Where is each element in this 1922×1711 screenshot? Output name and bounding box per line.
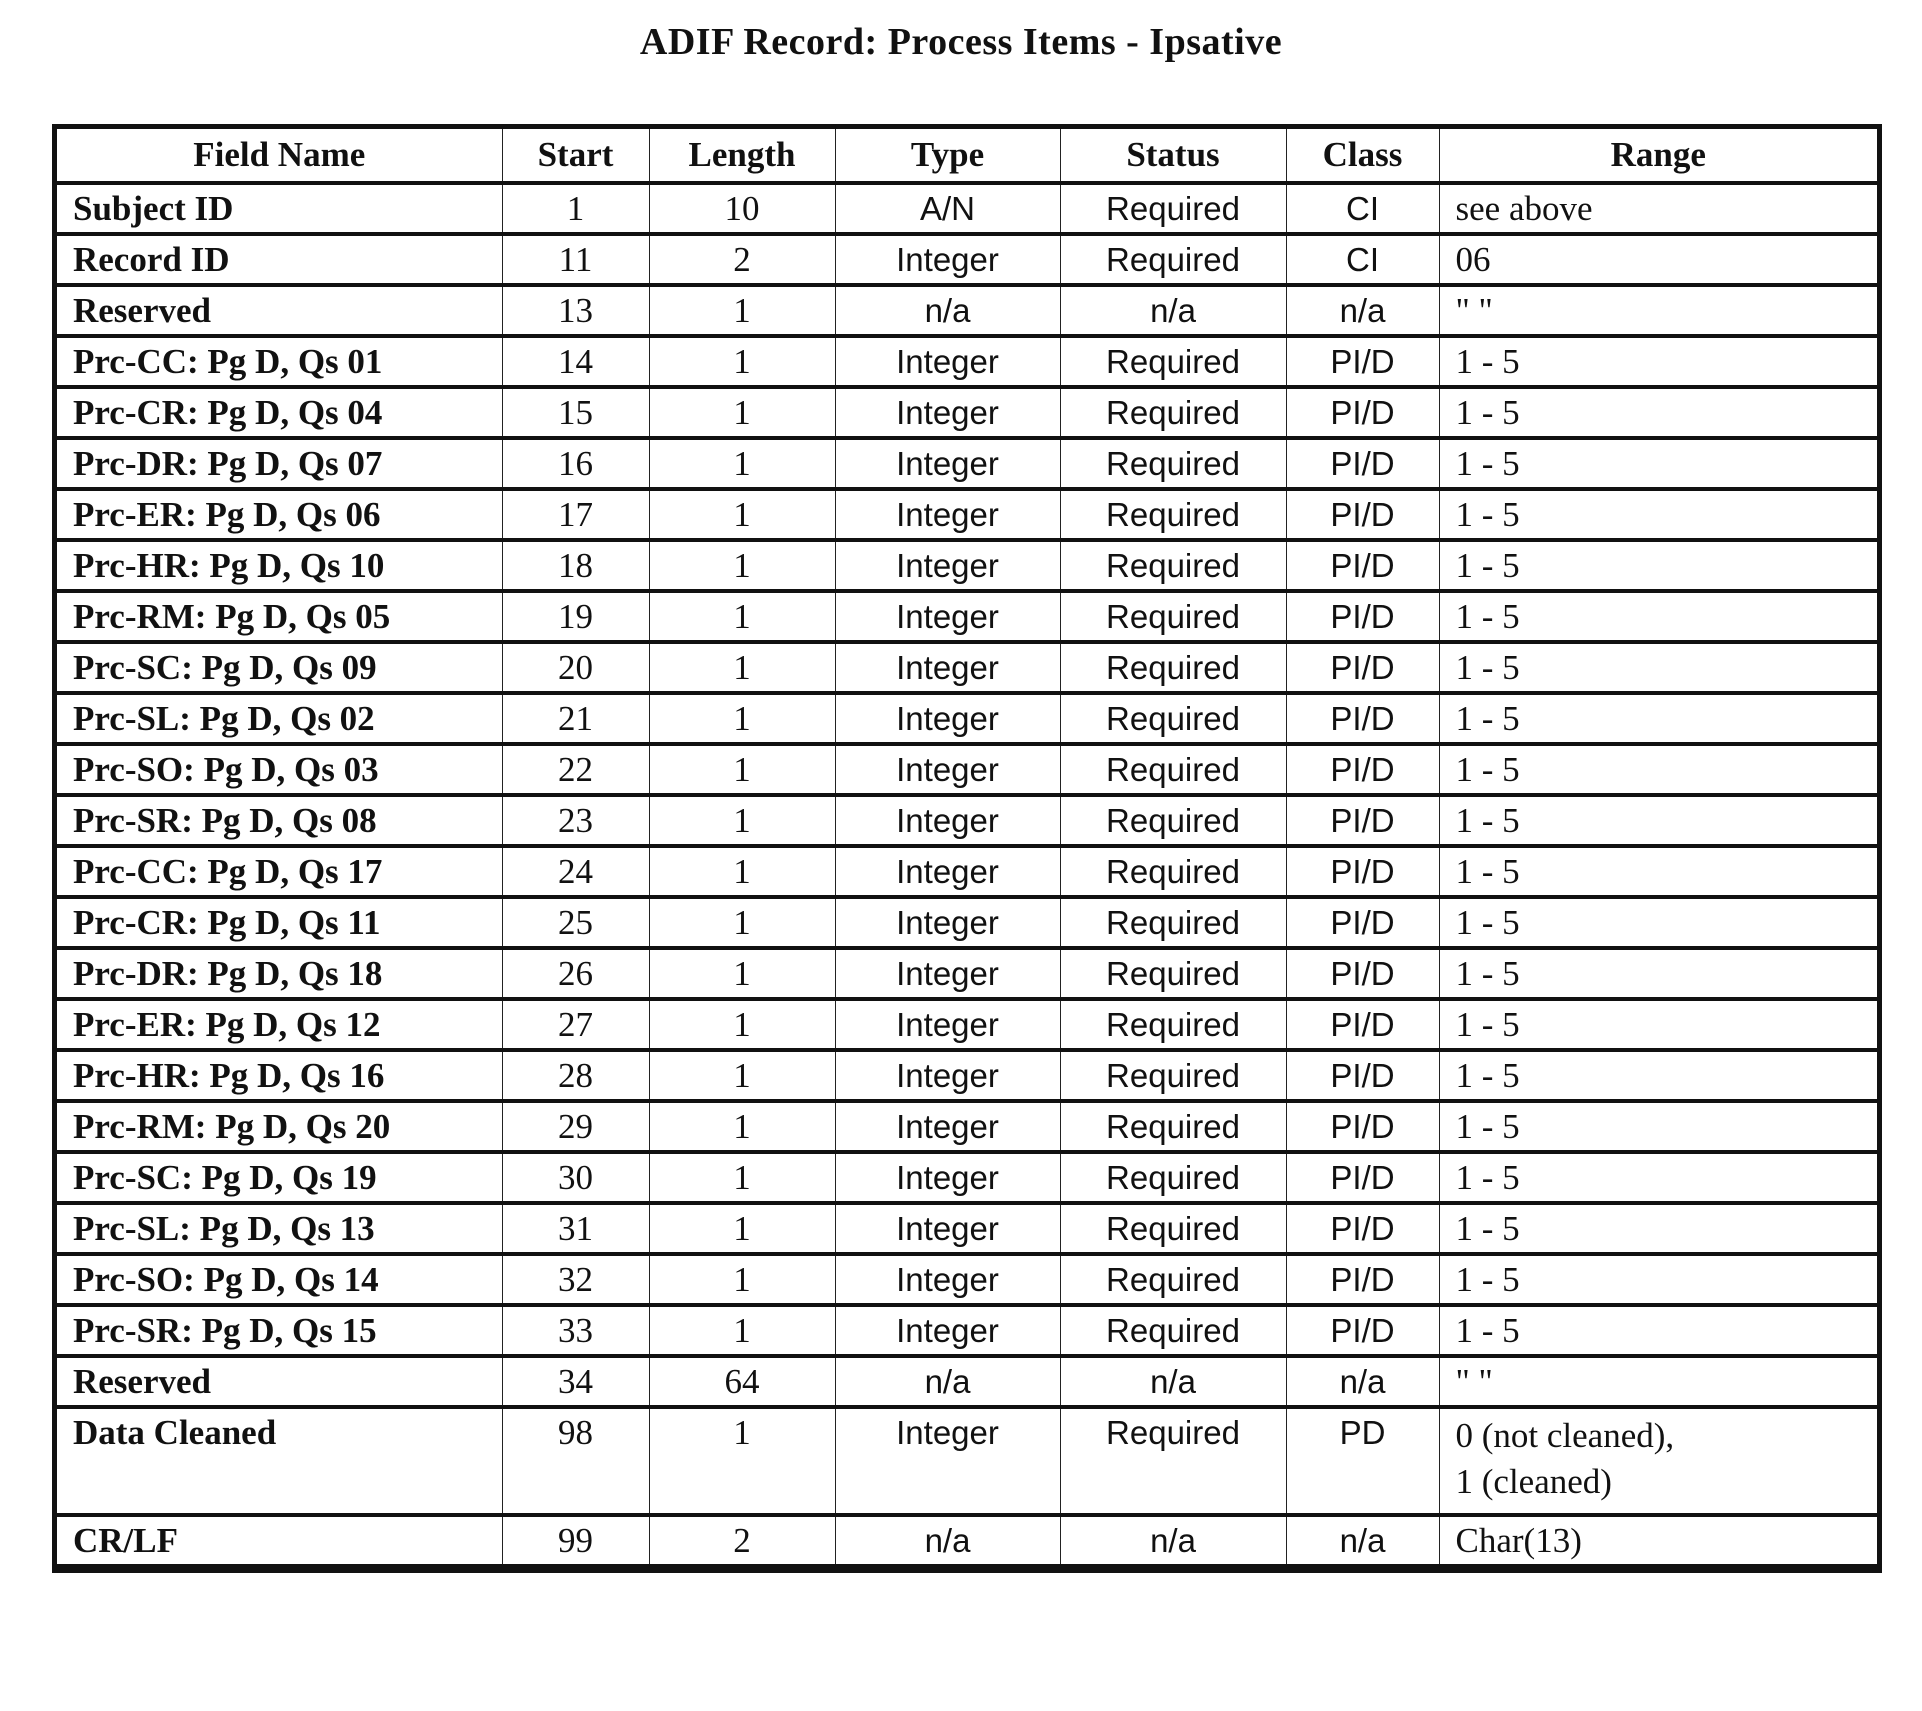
range-cell: 1 - 5 — [1439, 540, 1877, 591]
type-cell: Integer — [835, 438, 1060, 489]
field-name-cell: Data Cleaned — [57, 1407, 502, 1515]
table-row — [57, 642, 1877, 693]
field-name-cell: Prc-CR: Pg D, Qs 04 — [57, 387, 502, 438]
length-cell: 2 — [649, 234, 835, 285]
range-cell: 1 - 5 — [1439, 1101, 1877, 1152]
status-cell: n/a — [1060, 1515, 1286, 1564]
status-cell: Required — [1060, 1254, 1286, 1305]
table-row — [57, 1050, 1877, 1101]
range-cell: 1 - 5 — [1439, 1152, 1877, 1203]
field-name-cell: Prc-SC: Pg D, Qs 09 — [57, 642, 502, 693]
length-cell: 1 — [649, 642, 835, 693]
field-name-cell: CR/LF — [57, 1515, 502, 1564]
class-cell: PI/D — [1286, 948, 1439, 999]
length-cell: 1 — [649, 1203, 835, 1254]
class-cell: PI/D — [1286, 387, 1439, 438]
length-cell: 1 — [649, 489, 835, 540]
start-cell: 19 — [502, 591, 649, 642]
start-cell: 22 — [502, 744, 649, 795]
column-header-type: Type — [835, 129, 1060, 183]
field-name-cell: Prc-HR: Pg D, Qs 16 — [57, 1050, 502, 1101]
length-cell: 10 — [649, 183, 835, 234]
class-cell: PI/D — [1286, 1305, 1439, 1356]
table-row — [57, 897, 1877, 948]
field-name-cell: Prc-SR: Pg D, Qs 08 — [57, 795, 502, 846]
adif-record-table — [57, 129, 1877, 1564]
type-cell: n/a — [835, 1515, 1060, 1564]
field-name-cell: Prc-CR: Pg D, Qs 11 — [57, 897, 502, 948]
start-cell: 14 — [502, 336, 649, 387]
range-cell: 1 - 5 — [1439, 846, 1877, 897]
type-cell: Integer — [835, 1407, 1060, 1515]
table-row — [57, 1101, 1877, 1152]
table-row — [57, 183, 1877, 234]
table-row — [57, 234, 1877, 285]
field-name-cell: Prc-SR: Pg D, Qs 15 — [57, 1305, 502, 1356]
table-row — [57, 1356, 1877, 1407]
status-cell: Required — [1060, 846, 1286, 897]
length-cell: 1 — [649, 999, 835, 1050]
start-cell: 1 — [502, 183, 649, 234]
field-name-cell: Prc-CC: Pg D, Qs 17 — [57, 846, 502, 897]
table-row — [57, 387, 1877, 438]
type-cell: Integer — [835, 1050, 1060, 1101]
table-row — [57, 1407, 1877, 1515]
status-cell: Required — [1060, 1152, 1286, 1203]
range-cell: 1 - 5 — [1439, 744, 1877, 795]
length-cell: 1 — [649, 693, 835, 744]
range-cell: see above — [1439, 183, 1877, 234]
status-cell: Required — [1060, 438, 1286, 489]
range-line: 0 (not cleaned), — [1455, 1416, 1675, 1455]
table-row — [57, 948, 1877, 999]
table-row — [57, 540, 1877, 591]
start-cell: 24 — [502, 846, 649, 897]
class-cell: PI/D — [1286, 1152, 1439, 1203]
field-name-cell: Prc-HR: Pg D, Qs 10 — [57, 540, 502, 591]
range-cell: " " — [1439, 285, 1877, 336]
class-cell: PI/D — [1286, 642, 1439, 693]
start-cell: 25 — [502, 897, 649, 948]
field-name-cell: Prc-RM: Pg D, Qs 20 — [57, 1101, 502, 1152]
class-cell: PI/D — [1286, 1050, 1439, 1101]
field-name-cell: Prc-SO: Pg D, Qs 14 — [57, 1254, 502, 1305]
table-row — [57, 1152, 1877, 1203]
start-cell: 27 — [502, 999, 649, 1050]
range-cell: 1 - 5 — [1439, 1305, 1877, 1356]
length-cell: 1 — [649, 1254, 835, 1305]
field-name-cell: Prc-RM: Pg D, Qs 05 — [57, 591, 502, 642]
column-header-class: Class — [1286, 129, 1439, 183]
length-cell: 1 — [649, 387, 835, 438]
type-cell: Integer — [835, 591, 1060, 642]
column-header-field-name: Field Name — [57, 129, 502, 183]
class-cell: PI/D — [1286, 999, 1439, 1050]
column-header-status: Status — [1060, 129, 1286, 183]
type-cell: Integer — [835, 336, 1060, 387]
field-name-cell: Prc-ER: Pg D, Qs 06 — [57, 489, 502, 540]
column-header-length: Length — [649, 129, 835, 183]
range-cell: 06 — [1439, 234, 1877, 285]
type-cell: Integer — [835, 1203, 1060, 1254]
field-name-cell: Prc-DR: Pg D, Qs 18 — [57, 948, 502, 999]
field-name-cell: Prc-SC: Pg D, Qs 19 — [57, 1152, 502, 1203]
range-cell: 1 - 5 — [1439, 1050, 1877, 1101]
type-cell: Integer — [835, 948, 1060, 999]
range-cell — [1439, 1407, 1877, 1515]
range-cell: 1 - 5 — [1439, 642, 1877, 693]
page-title: ADIF Record: Process Items - Ipsative — [639, 21, 1283, 63]
table-row — [57, 489, 1877, 540]
class-cell: PI/D — [1286, 693, 1439, 744]
table-row — [57, 795, 1877, 846]
status-cell: Required — [1060, 591, 1286, 642]
start-cell: 30 — [502, 1152, 649, 1203]
status-cell: Required — [1060, 744, 1286, 795]
length-cell: 1 — [649, 1101, 835, 1152]
range-cell: 1 - 5 — [1439, 1203, 1877, 1254]
status-cell: Required — [1060, 387, 1286, 438]
class-cell: PI/D — [1286, 591, 1439, 642]
class-cell: PI/D — [1286, 1101, 1439, 1152]
table-row — [57, 1254, 1877, 1305]
column-header-range: Range — [1439, 129, 1877, 183]
type-cell: n/a — [835, 285, 1060, 336]
range-line: 1 (cleaned) — [1455, 1462, 1612, 1501]
start-cell: 98 — [502, 1407, 649, 1515]
length-cell: 64 — [649, 1356, 835, 1407]
table-row — [57, 1203, 1877, 1254]
field-name-cell: Prc-SL: Pg D, Qs 13 — [57, 1203, 502, 1254]
table-row — [57, 999, 1877, 1050]
table-header-row — [57, 129, 1877, 183]
adif-record-table-frame — [52, 124, 1882, 1573]
length-cell: 1 — [649, 1152, 835, 1203]
status-cell: Required — [1060, 693, 1286, 744]
status-cell: Required — [1060, 1305, 1286, 1356]
status-cell: n/a — [1060, 1356, 1286, 1407]
table-row — [57, 744, 1877, 795]
type-cell: Integer — [835, 846, 1060, 897]
start-cell: 21 — [502, 693, 649, 744]
field-name-cell: Prc-SO: Pg D, Qs 03 — [57, 744, 502, 795]
range-cell: 1 - 5 — [1439, 489, 1877, 540]
start-cell: 33 — [502, 1305, 649, 1356]
start-cell: 11 — [502, 234, 649, 285]
type-cell: Integer — [835, 642, 1060, 693]
class-cell: PI/D — [1286, 438, 1439, 489]
status-cell: Required — [1060, 540, 1286, 591]
type-cell: Integer — [835, 1305, 1060, 1356]
start-cell: 31 — [502, 1203, 649, 1254]
status-cell: Required — [1060, 948, 1286, 999]
start-cell: 20 — [502, 642, 649, 693]
status-cell: Required — [1060, 234, 1286, 285]
start-cell: 99 — [502, 1515, 649, 1564]
start-cell: 28 — [502, 1050, 649, 1101]
status-cell: Required — [1060, 897, 1286, 948]
type-cell: n/a — [835, 1356, 1060, 1407]
length-cell: 1 — [649, 438, 835, 489]
start-cell: 32 — [502, 1254, 649, 1305]
length-cell: 1 — [649, 897, 835, 948]
length-cell: 1 — [649, 1407, 835, 1515]
start-cell: 23 — [502, 795, 649, 846]
length-cell: 1 — [649, 540, 835, 591]
start-cell: 34 — [502, 1356, 649, 1407]
type-cell: Integer — [835, 489, 1060, 540]
table-row — [57, 336, 1877, 387]
range-cell: 1 - 5 — [1439, 897, 1877, 948]
length-cell: 1 — [649, 285, 835, 336]
class-cell: PI/D — [1286, 336, 1439, 387]
length-cell: 2 — [649, 1515, 835, 1564]
range-cell: 1 - 5 — [1439, 438, 1877, 489]
length-cell: 1 — [649, 336, 835, 387]
table-row — [57, 591, 1877, 642]
type-cell: Integer — [835, 795, 1060, 846]
column-header-start: Start — [502, 129, 649, 183]
status-cell: Required — [1060, 336, 1286, 387]
class-cell: CI — [1286, 183, 1439, 234]
length-cell: 1 — [649, 1305, 835, 1356]
field-name-cell: Reserved — [57, 285, 502, 336]
class-cell: CI — [1286, 234, 1439, 285]
start-cell: 18 — [502, 540, 649, 591]
length-cell: 1 — [649, 846, 835, 897]
field-name-cell: Prc-SL: Pg D, Qs 02 — [57, 693, 502, 744]
length-cell: 1 — [649, 591, 835, 642]
start-cell: 16 — [502, 438, 649, 489]
field-name-cell: Prc-ER: Pg D, Qs 12 — [57, 999, 502, 1050]
class-cell: PD — [1286, 1407, 1439, 1515]
range-cell: 1 - 5 — [1439, 591, 1877, 642]
type-cell: Integer — [835, 1152, 1060, 1203]
class-cell: PI/D — [1286, 744, 1439, 795]
class-cell: n/a — [1286, 1515, 1439, 1564]
length-cell: 1 — [649, 795, 835, 846]
range-cell: Char(13) — [1439, 1515, 1877, 1564]
range-cell: " " — [1439, 1356, 1877, 1407]
table-row — [57, 285, 1877, 336]
table-row — [57, 846, 1877, 897]
status-cell: Required — [1060, 1050, 1286, 1101]
class-cell: n/a — [1286, 1356, 1439, 1407]
table-row — [57, 1515, 1877, 1564]
status-cell: Required — [1060, 1203, 1286, 1254]
type-cell: Integer — [835, 387, 1060, 438]
field-name-cell: Record ID — [57, 234, 502, 285]
type-cell: Integer — [835, 234, 1060, 285]
class-cell: n/a — [1286, 285, 1439, 336]
range-cell: 1 - 5 — [1439, 948, 1877, 999]
status-cell: Required — [1060, 795, 1286, 846]
class-cell: PI/D — [1286, 489, 1439, 540]
field-name-cell: Prc-DR: Pg D, Qs 07 — [57, 438, 502, 489]
table-row — [57, 1305, 1877, 1356]
class-cell: PI/D — [1286, 540, 1439, 591]
length-cell: 1 — [649, 1050, 835, 1101]
range-cell: 1 - 5 — [1439, 336, 1877, 387]
type-cell: Integer — [835, 999, 1060, 1050]
type-cell: Integer — [835, 693, 1060, 744]
field-name-cell: Subject ID — [57, 183, 502, 234]
range-cell: 1 - 5 — [1439, 1254, 1877, 1305]
status-cell: Required — [1060, 1101, 1286, 1152]
start-cell: 13 — [502, 285, 649, 336]
field-name-cell: Prc-CC: Pg D, Qs 01 — [57, 336, 502, 387]
class-cell: PI/D — [1286, 1203, 1439, 1254]
class-cell: PI/D — [1286, 846, 1439, 897]
status-cell: n/a — [1060, 285, 1286, 336]
start-cell: 29 — [502, 1101, 649, 1152]
status-cell: Required — [1060, 183, 1286, 234]
status-cell: Required — [1060, 1407, 1286, 1515]
class-cell: PI/D — [1286, 897, 1439, 948]
status-cell: Required — [1060, 489, 1286, 540]
type-cell: Integer — [835, 540, 1060, 591]
class-cell: PI/D — [1286, 795, 1439, 846]
type-cell: Integer — [835, 1101, 1060, 1152]
type-cell: A/N — [835, 183, 1060, 234]
field-name-cell: Reserved — [57, 1356, 502, 1407]
length-cell: 1 — [649, 948, 835, 999]
range-cell: 1 - 5 — [1439, 387, 1877, 438]
status-cell: Required — [1060, 999, 1286, 1050]
start-cell: 17 — [502, 489, 649, 540]
table-row — [57, 693, 1877, 744]
type-cell: Integer — [835, 897, 1060, 948]
type-cell: Integer — [835, 1254, 1060, 1305]
length-cell: 1 — [649, 744, 835, 795]
status-cell: Required — [1060, 642, 1286, 693]
table-row — [57, 438, 1877, 489]
type-cell: Integer — [835, 744, 1060, 795]
range-cell: 1 - 5 — [1439, 795, 1877, 846]
range-cell: 1 - 5 — [1439, 693, 1877, 744]
class-cell: PI/D — [1286, 1254, 1439, 1305]
start-cell: 15 — [502, 387, 649, 438]
table-body — [57, 183, 1877, 1564]
start-cell: 26 — [502, 948, 649, 999]
range-cell: 1 - 5 — [1439, 999, 1877, 1050]
